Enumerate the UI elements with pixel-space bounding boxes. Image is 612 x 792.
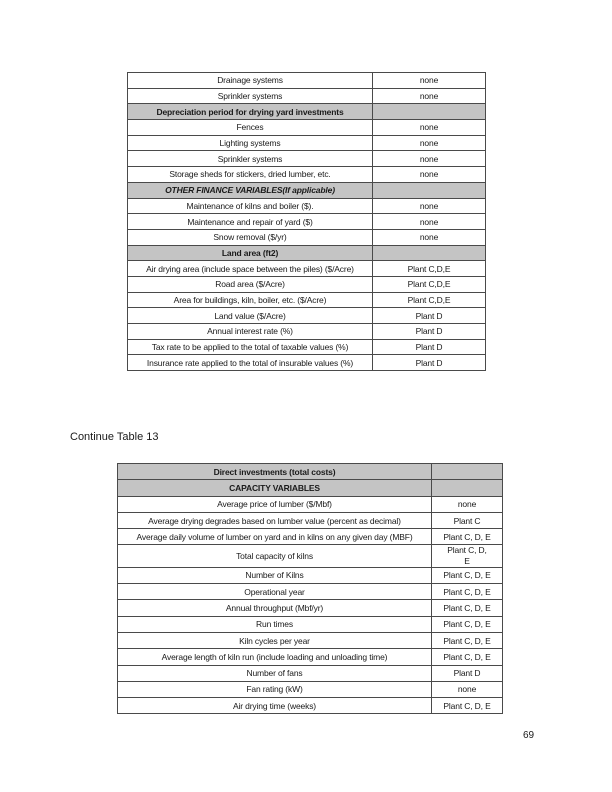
table-row — [128, 151, 486, 167]
row-value-text: Plant C, D, E — [447, 545, 487, 567]
row-label: Lighting systems — [128, 135, 373, 151]
row-value: Plant C,D,E — [373, 276, 486, 292]
row-value: none — [373, 88, 486, 104]
row-value: Plant D — [373, 355, 486, 371]
row-value: Plant C — [432, 512, 503, 528]
row-label: Tax rate to be applied to the total of taxable values (%) — [128, 339, 373, 355]
section-header-label: Direct investments (total costs) — [118, 464, 432, 480]
row-value: Plant C,D,E — [373, 292, 486, 308]
table-row — [118, 665, 503, 681]
table-row — [118, 567, 503, 583]
row-value: none — [373, 198, 486, 214]
table-row — [118, 545, 503, 567]
table-row — [128, 339, 486, 355]
table-13-continued — [117, 463, 503, 714]
page-number: 69 — [523, 730, 535, 741]
row-value: Plant C, D, E — [432, 649, 503, 665]
section-header-value — [432, 480, 503, 496]
table-row — [128, 88, 486, 104]
row-value: Plant C, D, E — [432, 632, 503, 648]
table-row — [118, 529, 503, 545]
continue-table-caption: Continue Table 13 — [70, 431, 159, 443]
row-label: Sprinkler systems — [128, 88, 373, 104]
row-value: none — [373, 135, 486, 151]
section-header-row — [128, 245, 486, 261]
section-header-value — [432, 464, 503, 480]
row-label: Fences — [128, 120, 373, 136]
table-row — [118, 512, 503, 528]
section-header-value — [373, 245, 486, 261]
row-value: none — [432, 496, 503, 512]
row-label: Insurance rate applied to the total of insurable values (%) — [128, 355, 373, 371]
section-header-value — [373, 104, 486, 120]
section-header-label: Depreciation period for drying yard investments — [128, 104, 373, 120]
row-label: Drainage systems — [128, 73, 373, 89]
row-value: none — [373, 214, 486, 230]
row-value: Plant D — [373, 324, 486, 340]
row-label: Area for buildings, kiln, boiler, etc. ($/Acre) — [128, 292, 373, 308]
row-value: Plant D — [373, 308, 486, 324]
table-row — [118, 616, 503, 632]
row-value: none — [373, 73, 486, 89]
row-label: Average drying degrades based on lumber value (percent as decimal) — [118, 512, 432, 528]
table-row — [128, 167, 486, 183]
row-value: Plant D — [373, 339, 486, 355]
row-label: Fan rating (kW) — [118, 681, 432, 697]
table-row — [128, 355, 486, 371]
row-value: none — [373, 120, 486, 136]
section-header-value — [373, 182, 486, 198]
table-row — [128, 324, 486, 340]
section-header-label: OTHER FINANCE VARIABLES(If applicable) — [128, 182, 373, 198]
row-value: Plant C,D,E — [373, 261, 486, 277]
row-label: Annual interest rate (%) — [128, 324, 373, 340]
row-label: Air drying area (include space between the piles) ($/Acre) — [128, 261, 373, 277]
section-header-label: Land area (ft2) — [128, 245, 373, 261]
row-value: none — [373, 167, 486, 183]
table-row — [128, 120, 486, 136]
table-13-upper — [127, 72, 486, 371]
section-header-row — [128, 182, 486, 198]
row-label: Sprinkler systems — [128, 151, 373, 167]
row-value: Plant C, D, E — [432, 584, 503, 600]
row-value: none — [373, 229, 486, 245]
row-value: Plant C, D, E — [432, 529, 503, 545]
table-row — [128, 229, 486, 245]
row-value: none — [432, 681, 503, 697]
row-value: Plant D — [432, 665, 503, 681]
row-label: Number of fans — [118, 665, 432, 681]
row-label: Storage sheds for stickers, dried lumber, etc. — [128, 167, 373, 183]
row-label: Average length of kiln run (include loading and unloading time) — [118, 649, 432, 665]
section-header-row — [118, 464, 503, 480]
table-row — [128, 198, 486, 214]
table-row — [128, 135, 486, 151]
row-value: none — [373, 151, 486, 167]
table-row — [118, 632, 503, 648]
table-row — [128, 292, 486, 308]
row-label: Maintenance of kilns and boiler ($). — [128, 198, 373, 214]
row-value: Plant C, D, E — [432, 698, 503, 714]
section-header-row — [118, 480, 503, 496]
section-header-row — [128, 104, 486, 120]
row-label: Average price of lumber ($/Mbf) — [118, 496, 432, 512]
row-label: Total capacity of kilns — [118, 545, 432, 567]
row-value: Plant C, D, E — [432, 600, 503, 616]
row-label: Road area ($/Acre) — [128, 276, 373, 292]
row-label: Operational year — [118, 584, 432, 600]
row-value — [432, 545, 503, 567]
row-label: Land value ($/Acre) — [128, 308, 373, 324]
table-row — [118, 681, 503, 697]
row-label: Air drying time (weeks) — [118, 698, 432, 714]
table-row — [128, 214, 486, 230]
row-value: Plant C, D, E — [432, 616, 503, 632]
row-label: Maintenance and repair of yard ($) — [128, 214, 373, 230]
row-label: Kiln cycles per year — [118, 632, 432, 648]
table-row — [128, 276, 486, 292]
row-label: Run times — [118, 616, 432, 632]
table-row — [118, 600, 503, 616]
row-label: Average daily volume of lumber on yard and in kilns on any given day (MBF) — [118, 529, 432, 545]
table-row — [118, 698, 503, 714]
row-label: Annual throughput (Mbf/yr) — [118, 600, 432, 616]
row-label: Number of Kilns — [118, 567, 432, 583]
table-row — [128, 308, 486, 324]
table-row — [128, 261, 486, 277]
section-header-label: CAPACITY VARIABLES — [118, 480, 432, 496]
table-row — [118, 496, 503, 512]
table-row — [118, 584, 503, 600]
row-label: Snow removal ($/yr) — [128, 229, 373, 245]
table-row — [128, 73, 486, 89]
table-row — [118, 649, 503, 665]
row-value: Plant C, D, E — [432, 567, 503, 583]
